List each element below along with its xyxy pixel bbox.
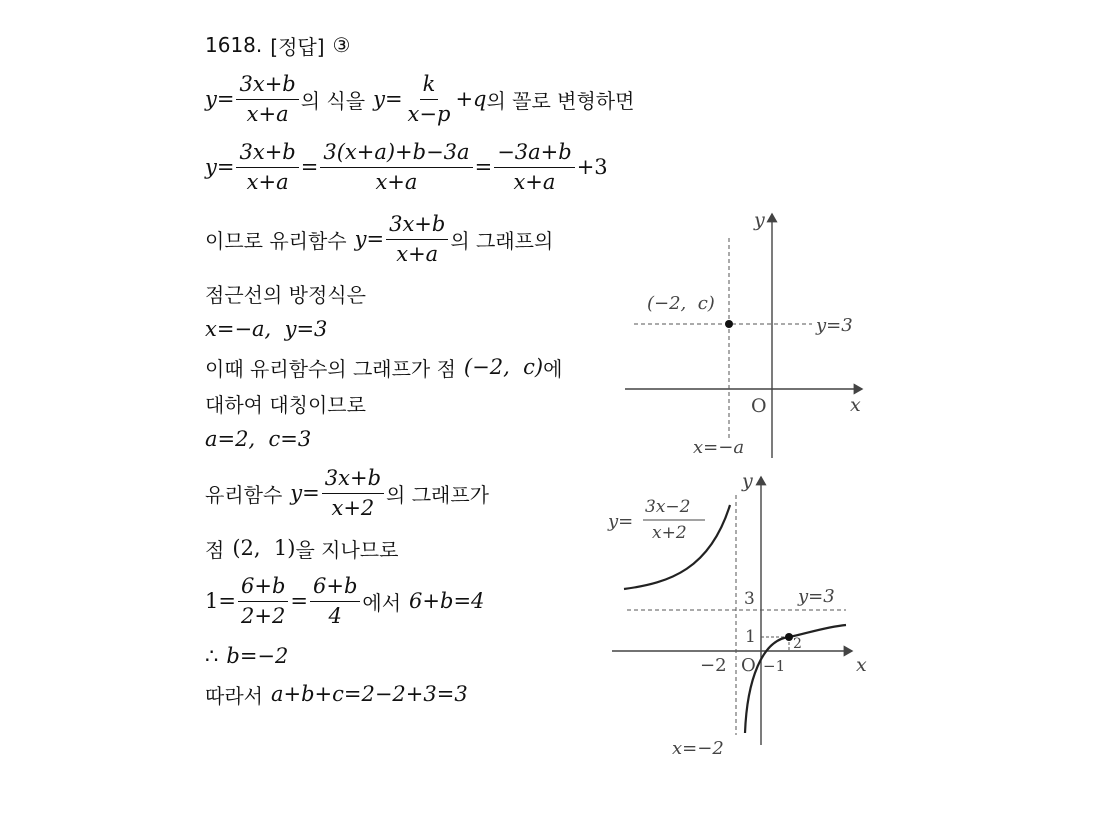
therefore-symbol: ∴ <box>205 644 219 668</box>
text: 따라서 <box>205 683 263 708</box>
origin-label: O <box>751 395 767 417</box>
math-var: y <box>373 87 385 111</box>
solution-line-1: y = $\frac{3x+b}{x+a}$ 의 식을 y = $\frac{k}{x-p}$ +q 의 꼴로 변형하면 <box>205 72 635 126</box>
origin-label: O <box>741 655 756 676</box>
horizontal-asymptote-label: y=3 <box>816 315 853 336</box>
solution-line-11: 1 = $\frac{6+b}{2+2}$ = $\frac{6+b}{4}$ 에서 6+b=4 <box>205 574 485 628</box>
text: 에서 <box>362 590 402 615</box>
point-2-1 <box>785 633 793 641</box>
vertical-asymptote-label: x=−2 <box>672 738 724 759</box>
point-label: (−2, c) <box>647 293 715 314</box>
solution-line-8 <box>205 424 311 454</box>
fraction: $\frac{3x+b}{x+a}$ <box>236 72 298 125</box>
fraction: $\frac{6+b}{4}$ <box>310 574 360 627</box>
text: 대하여 대칭이므로 <box>205 392 366 417</box>
math-var: y <box>205 87 217 111</box>
tick-label-2: 2 <box>793 636 802 652</box>
fraction: $\frac{k}{x-p}$ <box>407 72 451 126</box>
text: 의 그래프가 <box>386 482 489 507</box>
text: 을 지나므로 <box>295 537 399 562</box>
function-label-den: x+2 <box>652 523 687 543</box>
symmetry-point <box>725 320 733 328</box>
tick-label-neg2: −2 <box>700 655 727 676</box>
function-label-num: 3x−2 <box>645 497 691 517</box>
solution-line-13 <box>205 679 468 709</box>
math-var: y <box>205 155 217 179</box>
math-expr: +q <box>455 87 487 111</box>
math-var: y <box>354 227 367 251</box>
solution-line-5 <box>205 314 327 344</box>
text: 의 그래프의 <box>450 228 554 253</box>
problem-number: 1618. <box>205 33 263 57</box>
math-expr: x=−a, y=3 <box>205 317 328 341</box>
solution-line-6 <box>205 352 562 382</box>
function-label-lhs: y= <box>608 511 634 532</box>
solution-line-3: 이므로 유리함수 y = $\frac{3x+b}{x+a}$ 의 그래프의 <box>205 212 554 266</box>
text: 에 <box>543 356 563 381</box>
text: 점근선의 방정식은 <box>205 282 366 307</box>
fraction: $\frac{6+b}{2+2}$ <box>238 574 288 627</box>
math-expr: 1 <box>205 589 219 613</box>
answer-value: ③ <box>332 33 351 57</box>
solution-line-7 <box>205 388 366 418</box>
text: 이때 유리함수의 그래프가 점 <box>205 356 456 381</box>
text: 이므로 유리함수 <box>205 228 347 253</box>
x-axis-label: x <box>856 654 867 676</box>
fraction: $\frac{3x+b}{x+2}$ <box>322 466 384 519</box>
x-axis-label: x <box>850 394 861 416</box>
text: 의 식을 <box>300 88 366 113</box>
solution-line-2: y = $\frac{3x+b}{x+a}$ = $\frac{3(x+a)+b-3a}{x+a}$ = $\frac{-3a+b}{x+a}$ +3 <box>205 140 608 194</box>
tick-label-neg1: −1 <box>763 657 786 675</box>
y-axis-label: y <box>754 209 765 231</box>
fraction: $\frac{3x+b}{x+a}$ <box>236 140 298 193</box>
math-var: y <box>290 481 303 505</box>
tick-label-1: 1 <box>745 627 756 647</box>
fraction: $\frac{3x+b}{x+a}$ <box>386 212 448 265</box>
vertical-asymptote-label: x=−a <box>693 437 745 458</box>
math-expr: a=2, c=3 <box>205 427 312 451</box>
solution-line-12 <box>205 641 288 671</box>
function-graph <box>600 465 890 765</box>
math-expr: a+b+c=2−2+3=3 <box>270 682 468 706</box>
y-axis-label: y <box>742 470 753 492</box>
solution-line-4 <box>205 278 366 308</box>
asymptote-graph <box>600 200 890 465</box>
text: 유리함수 <box>205 482 283 507</box>
solution-line-10 <box>205 533 398 563</box>
curve-left-branch <box>624 505 730 589</box>
text: 점 <box>205 537 225 562</box>
answer-label: [정답] <box>270 34 325 59</box>
math-expr: (2, 1) <box>232 536 296 560</box>
math-expr: 6+b=4 <box>409 589 485 613</box>
text: 의 꼴로 변형하면 <box>486 88 635 113</box>
math-expr: (−2, c) <box>463 355 544 379</box>
solution-line-9: 유리함수 y = $\frac{3x+b}{x+2}$ 의 그래프가 <box>205 466 489 520</box>
fraction: $\frac{-3a+b}{x+a}$ <box>494 140 575 193</box>
fraction: $\frac{3(x+a)+b-3a}{x+a}$ <box>320 140 472 193</box>
math-expr: +3 <box>576 155 608 179</box>
math-expr: b=−2 <box>226 644 289 668</box>
problem-header <box>205 30 350 60</box>
tick-label-3: 3 <box>744 589 755 609</box>
horizontal-asymptote-label: y=3 <box>798 586 835 607</box>
